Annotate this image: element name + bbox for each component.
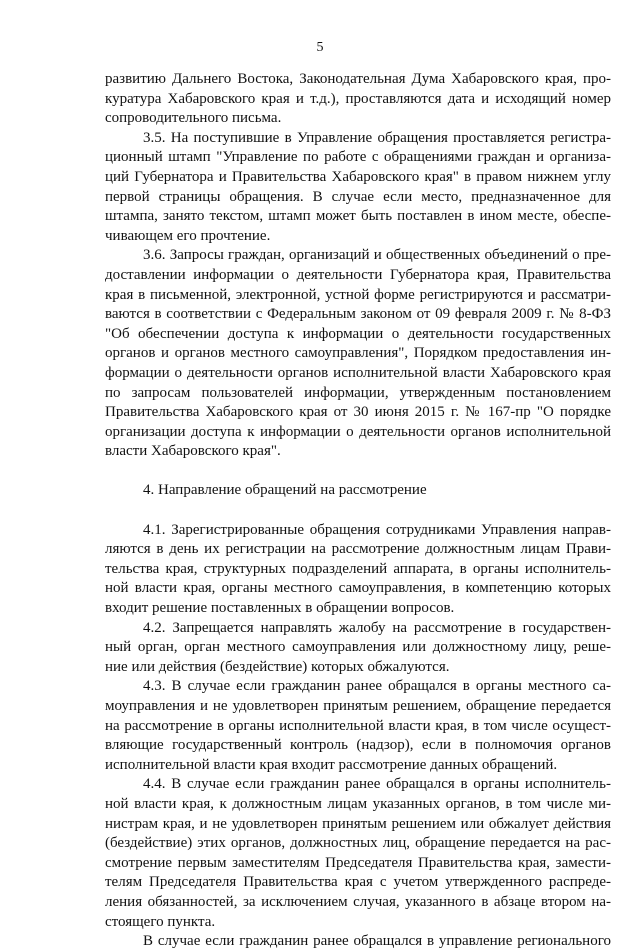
text-line: ления обязанностей, за исключением случая, указанного в абзаце втором на-: [105, 893, 611, 910]
paragraph-3-5-start: 3.5. На поступившие в Управление обращения проставляется регистра-: [143, 129, 611, 146]
text-line: исполнительной власти края входит рассмотрение данных обращений.: [105, 756, 558, 773]
text-line: тельства края, структурных подразделений аппарата, в органы исполнитель-: [105, 560, 611, 577]
page-number: 5: [316, 40, 324, 55]
text-line: телям Председателя Правительства края с учетом утвержденного распреде-: [105, 874, 611, 891]
text-line: штампа, занято текстом, штамп может быть поставлен в ином месте, обеспе-: [105, 208, 611, 225]
text-line: власти Хабаровского края".: [105, 443, 281, 460]
text-line: ваются в соответствии с Федеральным законом от 09 февраля 2009 г. № 8-ФЗ: [105, 306, 611, 323]
document-body: [105, 70, 611, 952]
text-line: моуправления и не удовлетворен принятым решением, обращение передается: [105, 698, 611, 714]
text-line: формации о деятельности органов исполнительной власти Хабаровского края: [105, 364, 611, 381]
paragraph-3-6-start: 3.6. Запросы граждан, организаций и общественных объединений о пре-: [143, 247, 611, 264]
text-line: сопроводительного письма.: [105, 110, 282, 127]
text-line: организации доступа к информации о деятельности органов исполнительной: [105, 423, 611, 440]
section-heading-4: 4. Направление обращений на рассмотрение: [143, 482, 427, 499]
text-line: куратура Хабаровского края и т.д.), проставляются дата и исходящий номер: [105, 90, 611, 107]
text-line: ций Губернатора и Правительства Хабаровского края" в правом нижнем углу: [105, 168, 611, 185]
text-line: ный орган, орган местного самоуправления или должностному лицу, реше-: [105, 639, 611, 656]
text-line: нистрам края, и не удовлетворен принятым решением или обжалует действия: [105, 815, 611, 832]
text-line: развитию Дальнего Востока, Законодательная Дума Хабаровского края, про-: [105, 71, 611, 87]
section-gap: [105, 462, 611, 482]
paragraph-4-3-start: 4.3. В случае если гражданин ранее обращался в органы местного са-: [143, 678, 611, 695]
text-line: "Об обеспечении доступа к информации о деятельности государственных: [105, 325, 611, 342]
text-line: органов и органов местного самоуправления", Порядком предоставления ин-: [105, 345, 611, 362]
section-gap: [105, 501, 611, 521]
paragraph-4-4-second-start: В случае если гражданин ранее обращался в управление регионального: [143, 933, 611, 950]
text-line: ной власти края, к должностным лицам указанных органов, в том числе ми-: [105, 795, 611, 812]
text-line: Правительства Хабаровского края от 30 июня 2015 г. № 167-пр "О порядке: [105, 404, 611, 421]
text-line: смотрение первым заместителям Председателя Правительства края, замести-: [105, 854, 611, 871]
text-line: (бездействие) этих органов, должностных лиц, обращение передается на рас-: [105, 835, 611, 852]
text-line: ляются в день их регистрации на рассмотрение должностным лицам Прави-: [105, 541, 611, 558]
paragraph-4-2-start: 4.2. Запрещается направлять жалобу на рассмотрение в государствен-: [143, 619, 611, 636]
text-line: доставлении информации о деятельности Губернатора края, Правительства: [105, 266, 611, 283]
text-line: входит решение поставленных в обращении вопросов.: [105, 600, 455, 617]
text-line: ной власти края, органы местного самоуправления, в компетенцию которых: [105, 580, 611, 597]
text-line: чивающем его прочтение.: [105, 227, 271, 244]
text-line: ние или действия (бездействие) которых обжалуются.: [105, 658, 450, 675]
text-line: вляющие государственный контроль (надзор), если в полномочия органов: [105, 737, 611, 754]
text-line: ционный штамп "Управление по работе с обращениями граждан и организа-: [105, 149, 611, 166]
text-line: края в письменной, электронной, устной форме регистрируются и рассматри-: [105, 286, 611, 303]
text-line: первой страницы обращения. В случае если место, предназначенное для: [105, 188, 611, 205]
text-line: на рассмотрение в органы исполнительной власти края, в том числе осущест-: [105, 717, 611, 734]
text-line: стоящего пункта.: [105, 913, 216, 930]
text-line: по запросам пользователей информации, утвержденным постановлением: [105, 384, 611, 401]
paragraph-4-4-start: 4.4. В случае если гражданин ранее обращался в органы исполнитель-: [143, 776, 611, 793]
paragraph-4-1-start: 4.1. Зарегистрированные обращения сотрудниками Управления направ-: [143, 521, 611, 538]
